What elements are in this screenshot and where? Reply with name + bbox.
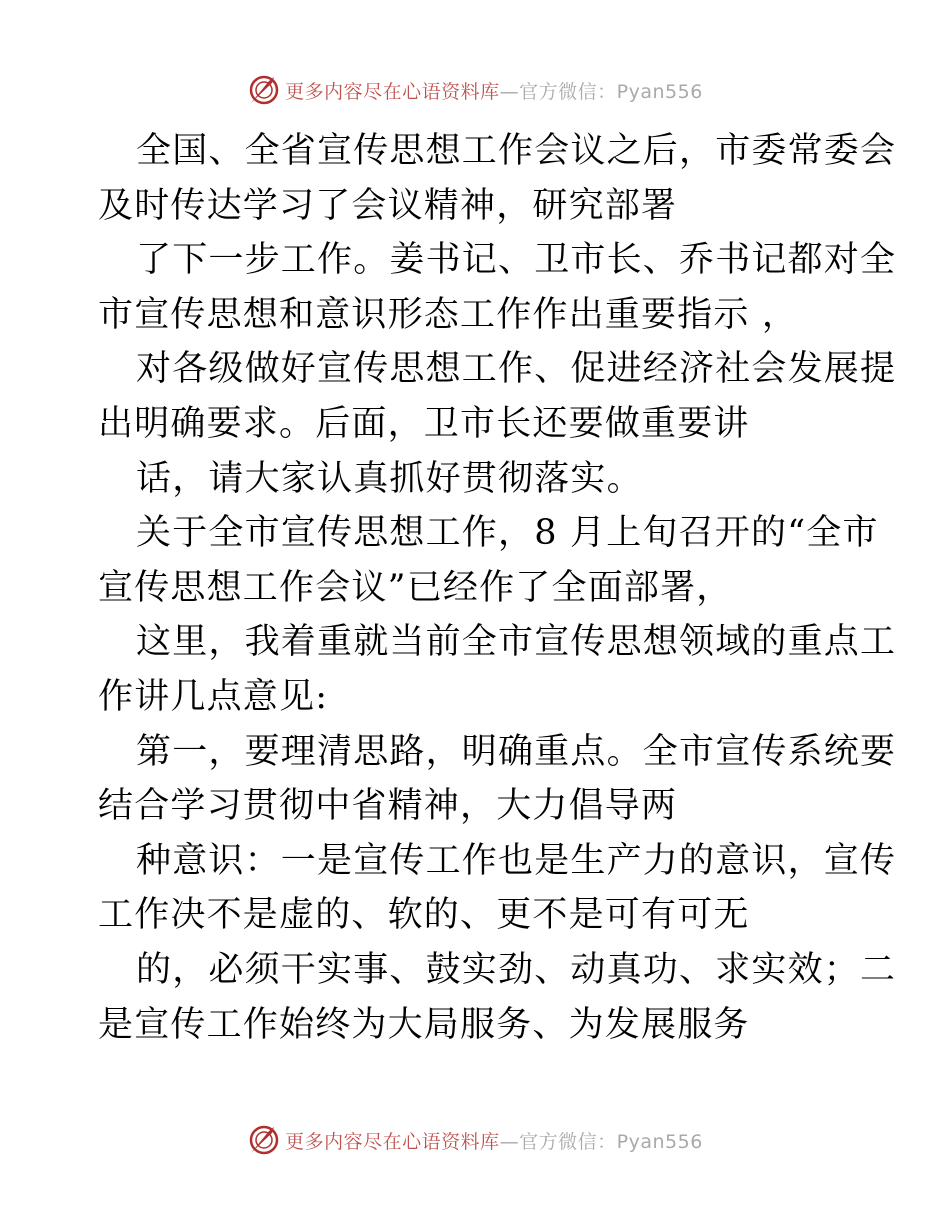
quill-logo-icon — [247, 73, 281, 107]
body-line: 对各级做好宣传思想工作、促进经济社会发展提 — [136, 349, 897, 390]
body-line: 了下一步工作。姜书记、卫市长、乔书记都对全 — [136, 240, 897, 281]
header-banner — [0, 70, 950, 110]
body-line: 是宣传工作始终为大局服务、为发展服务 — [98, 1004, 750, 1045]
quill-logo-icon — [247, 1123, 281, 1157]
header-banner-red: 更多内容尽在心语资料库 — [285, 80, 500, 103]
body-line: 及时传达学习了会议精神，研究部署 — [98, 185, 678, 226]
footer-banner — [0, 1120, 950, 1160]
body-line: 这里，我着重就当前全市宣传思想领域的重点工 — [136, 622, 897, 663]
body-line: 宣传思想工作会议”已经作了全面部署， — [98, 567, 733, 608]
body-line: 话，请大家认真抓好贯彻落实。 — [136, 458, 643, 499]
header-banner-text — [285, 77, 703, 104]
footer-banner-red: 更多内容尽在心语资料库 — [285, 1130, 500, 1153]
body-line: 出明确要求。后面，卫市长还要做重要讲 — [98, 403, 750, 444]
footer-banner-text — [285, 1127, 703, 1154]
document-body — [98, 124, 897, 1052]
body-line: 第一，要理清思路，明确重点。全市宣传系统要 — [136, 731, 897, 772]
body-line: 全国、全省宣传思想工作会议之后，市委常委会 — [136, 131, 897, 171]
body-line: 市宣传思想和意识形态工作作出重要指示 ， — [98, 294, 799, 335]
body-line: 的，必须干实事、鼓实劲、动真功、求实效；二 — [136, 949, 897, 990]
footer-banner-grey: —官方微信：Pyan556 — [499, 1130, 703, 1153]
body-line: 关于全市宣传思想工作，8 月上旬召开的“全市 — [136, 513, 879, 554]
header-banner-grey: —官方微信：Pyan556 — [499, 80, 703, 103]
body-line: 工作决不是虚的、软的、更不是可有可无 — [98, 895, 750, 936]
body-line: 种意识：一是宣传工作也是生产力的意识，宣传 — [136, 840, 897, 881]
body-line: 作讲几点意见: — [98, 676, 329, 717]
body-line: 结合学习贯彻中省精神，大力倡导两 — [98, 786, 678, 827]
